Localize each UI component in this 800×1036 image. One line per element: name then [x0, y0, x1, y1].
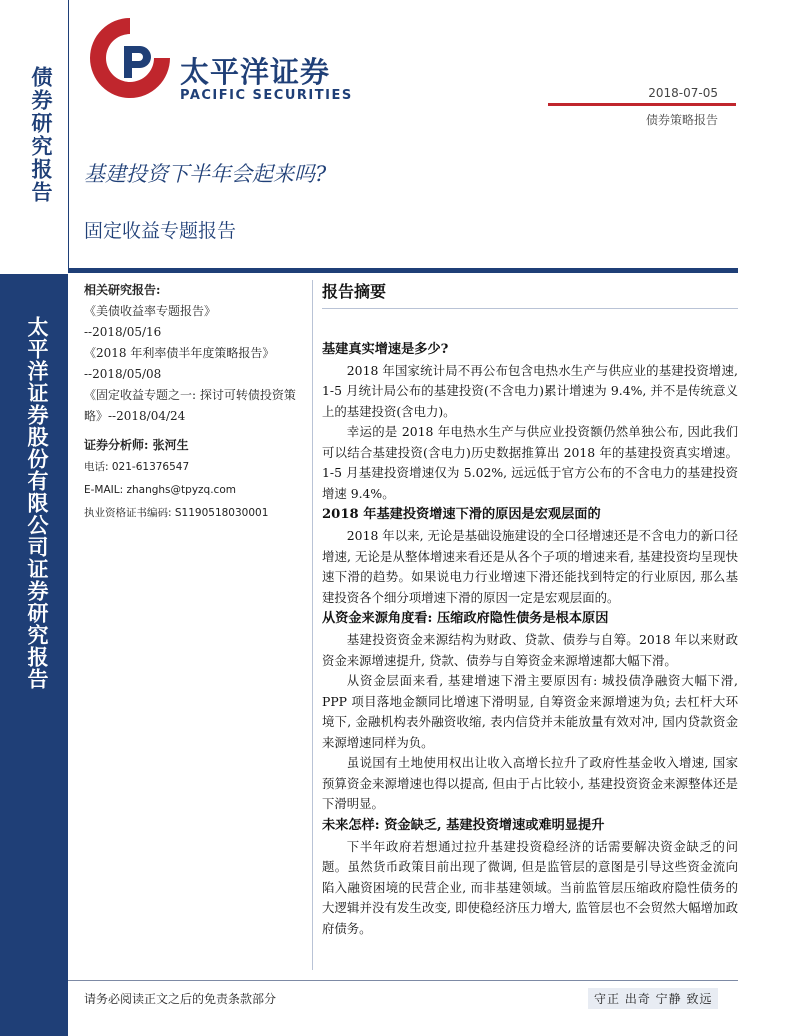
summary-column: [322, 282, 738, 939]
section-paragraph: 下半年政府若想通过拉升基建投资稳经济的话需要解决资金缺乏的问题。虽然货币政策目前出现了微调, 但是监管层的意图是引导这些资金流向陷入融资困境的民营企业, 而非基建领域。当前监管层压缩政府隐性债务的大逻辑并没有发生改变, 即使稳经济压力增大, 监管层也不会贸然大幅增加政府债务。: [322, 838, 738, 936]
report-date: 2018-07-05: [648, 86, 718, 100]
related-report-item: 《美债收益率专题报告》: [84, 304, 217, 318]
section-paragraph: 2018 年以来, 无论是基础设施建设的全口径增速还是不含电力的新口径增速, 无论是从整体增速来看还是从各个子项的增速来看, 基建投资均呈现快速下滑的趋势。如果说电力行业增速下滑还能找到特定的行业原因, 那么基建投资各个细分项增速下滑的原因一定是宏观层面的。: [322, 528, 738, 605]
footer-disclaimer: 请务必阅读正文之后的免责条款部分: [84, 992, 277, 1006]
section-title: 从资金来源角度看: 压缩政府隐性债务是根本原因: [322, 611, 609, 626]
section-paragraph: 2018 年国家统计局不再公布包含电热水生产与供应业的基建投资增速, 1-5 月统计局公布的基建投资(不含电力)累计增速为 9.4%, 并不是传统意义上的基建投资(含电力)。: [322, 362, 738, 419]
section-paragraph: 从资金层面来看, 基建增速下滑主要原因有: 城投债净融资大幅下滑, PPP 项目落地金额同比增速下滑明显, 自筹资金来源增速为负; 去杠杆大环境下, 金融机构表外融资收缩, 表内信贷并未能放量有效对冲, 国内贷款资金来源增速同样为负。: [322, 673, 738, 750]
logo-english-name: PACIFIC SECURITIES: [180, 88, 353, 103]
left-info-column: [84, 280, 304, 525]
analyst-email: E-MAIL: zhanghs@tpyzq.com: [84, 484, 236, 496]
related-report-item: --2018/05/16: [84, 325, 162, 339]
company-logo-icon: [84, 12, 176, 104]
sidebar-bottom: [0, 274, 68, 1036]
summary-heading: 报告摘要: [322, 282, 738, 309]
sidebar-top-text: 债券研究报告: [29, 66, 54, 204]
page-title: 基建投资下半年会起来吗?: [84, 162, 327, 186]
related-report-item: 《2018 年利率债半年度策略报告》: [84, 346, 275, 360]
section-title: 基建真实增速是多少?: [322, 341, 449, 357]
related-report-item: --2018/05/08: [84, 367, 162, 381]
related-reports-heading: 相关研究报告:: [84, 283, 161, 297]
section-title: 2018 年基建投资增速下滑的原因是宏观层面的: [322, 507, 601, 522]
sidebar-bottom-text: 太平洋证券股份有限公司证券研究报告: [25, 316, 50, 690]
column-divider: [312, 280, 313, 970]
report-type: 债券策略报告: [645, 113, 718, 127]
header-accent-bar: [548, 103, 736, 106]
section-title: 未来怎样: 资金缺乏, 基建投资增速或难明显提升: [322, 817, 605, 833]
page-subtitle: 固定收益专题报告: [84, 220, 237, 242]
related-report-item: 《固定收益专题之一: 探讨可转债投资策略》--2018/04/24: [84, 388, 296, 423]
footer-motto: 守正 出奇 宁静 致远: [588, 988, 718, 1009]
sidebar-top: [0, 0, 69, 268]
section-paragraph: 基建投资资金来源结构为财政、贷款、债券与自筹。2018 年以来财政资金来源增速提升, 贷款、债券与自筹资金来源增速都大幅下滑。: [322, 632, 738, 668]
section-paragraph: 幸运的是 2018 年电热水生产与供应业投资额仍然单独公布, 因此我们可以结合基建投资(含电力)历史数据推算出 2018 年的基建投资真实增速。1-5 月基建投资增速仅为 5.02%, 远远低于官方公布的不含电力的基建投资增速 9.4%。: [322, 424, 738, 501]
analyst-name: 证券分析师: 张河生: [84, 438, 189, 452]
logo-chinese-name: 太平洋证券: [180, 55, 331, 89]
footer-divider: [68, 980, 738, 981]
title-divider: [68, 268, 738, 273]
section-paragraph: 虽说国有土地使用权出让收入高增长拉升了政府性基金收入增速, 国家预算资金来源增速也得以提高, 但由于占比较小, 基建投资资金来源整体还是下滑明显。: [322, 755, 738, 811]
analyst-certificate: 执业资格证书编码: S1190518030001: [84, 507, 269, 519]
analyst-phone: 电话: 021-61376547: [84, 461, 190, 473]
